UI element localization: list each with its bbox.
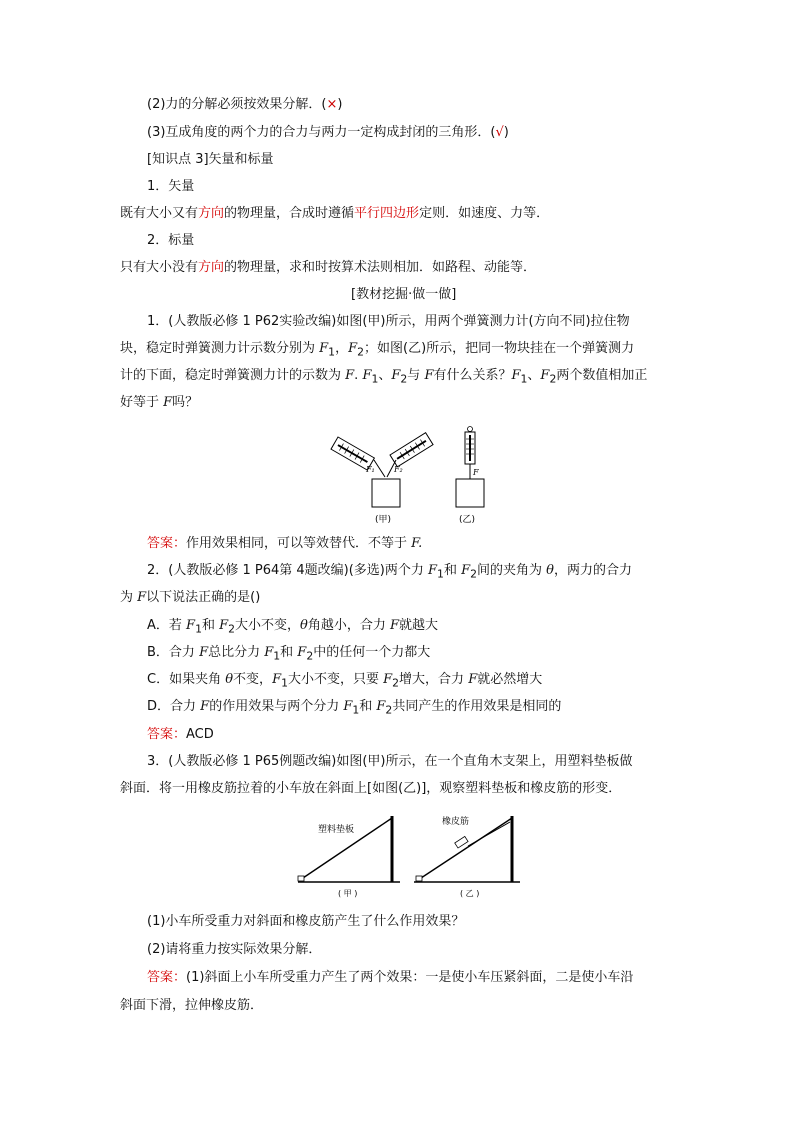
q2-option-d: D．合力 F的作用效果与两个分力 $F_1$和 $F_2$共同产生的作用效果是相同的 [147,699,562,717]
q1-line1: 1．(人教版必修 1 P62实验改编)如图(甲)所示，用两个弹簧测力计(方向不同)拉住物 [147,314,630,329]
q2-answer: 答案：ACD [147,727,214,742]
q3-sub1: (1)小车所受重力对斜面和橡皮筋产生了什么作用效果？ [147,914,465,929]
q3-line2: 斜面．将一用橡皮筋拉着的小车放在斜面上[如图(乙)]，观察塑料垫板和橡皮筋的形变． [120,781,622,796]
right-spring-scale [390,433,433,467]
q1-line4: 好等于 F吗？ [120,395,199,410]
label-yi: (乙) [459,515,476,525]
q1-line3: 计的下面，稳定时弹簧测力计的示数为 F. $F_1$、$F_2$与 F有什么关系？$F_1$、$F_2$两个数值相加正 [120,368,648,386]
section-heading: [知识点 3]矢量和标量 [147,152,274,167]
scalar-title: 2．标量 [147,233,195,248]
q3-answer-line1: 答案：(1)斜面上小车所受重力产生了两个效果：一是使小车压紧斜面，二是使小车沿 [147,970,634,985]
q2-line2: 为 F以下说法正确的是() [120,590,261,605]
label-jia-2: ( 甲 ) [338,889,358,898]
q2-line1: 2．(人教版必修 1 P64第 4题改编)(多选)两个力 $F_1$和 $F_2$间的夹角为 θ，两力的合力 [147,563,632,581]
fig-label-f2: F₂ [394,465,403,474]
block-yi [456,479,484,507]
q2-option-c: C．如果夹角 θ不变，$F_1$大小不变，只要 $F_2$增大，合力 F就必然增大 [147,672,543,690]
incline-jia [298,816,400,898]
check-mark: √ [495,125,504,140]
cross-mark: × [326,97,338,112]
q2-option-b: B．合力 F总比分力 $F_1$和 $F_2$中的任何一个力都大 [147,645,431,663]
q1-line2: 块，稳定时弹簧测力计示数分别为 $F_1$，$F_2$；如图(乙)所示，把同一物块挂在一个弹簧测力 [120,341,635,359]
fig-label-f: F [473,468,479,477]
label-plastic-board: 塑料垫板 [318,825,355,835]
incline-yi [414,815,520,898]
incline-figure [292,808,522,898]
label-jia: (甲) [375,515,392,525]
practice-heading: [教材挖掘·做一做] [351,287,457,302]
block-jia [372,479,400,507]
q3-sub2: (2)请将重力按实际效果分解． [147,942,322,957]
statement-3: (3)互成角度的两个力的合力与两力一定构成封闭的三角形．(√) [147,125,509,140]
q3-answer-line2: 斜面下滑，拉伸橡皮筋． [120,998,264,1013]
vector-definition: 既有大小又有方向的物理量，合成时遵循平行四边形定则．如速度、力等． [120,206,550,221]
q2-option-a: A．若 $F_1$和 $F_2$大小不变，θ角越小，合力 F就越大 [147,618,439,636]
spring-scale-figure [330,425,490,527]
label-rubber-band: 橡皮筋 [442,817,470,827]
statement-2: (2)力的分解必须按效果分解．(×) [147,97,343,112]
toy-cart [455,836,468,848]
fig-label-f1: F₁ [366,465,375,474]
vector-title: 1．矢量 [147,179,195,194]
q1-answer: 答案：作用效果相同，可以等效替代．不等于 F. [147,536,423,551]
q3-line1: 3．(人教版必修 1 P65例题改编)如图(甲)所示，在一个直角木支架上，用塑料垫板做 [147,754,633,769]
scalar-definition: 只有大小没有方向的物理量，求和时按算术法则相加．如路程、动能等． [120,260,537,275]
label-yi-2: ( 乙 ) [460,889,480,898]
